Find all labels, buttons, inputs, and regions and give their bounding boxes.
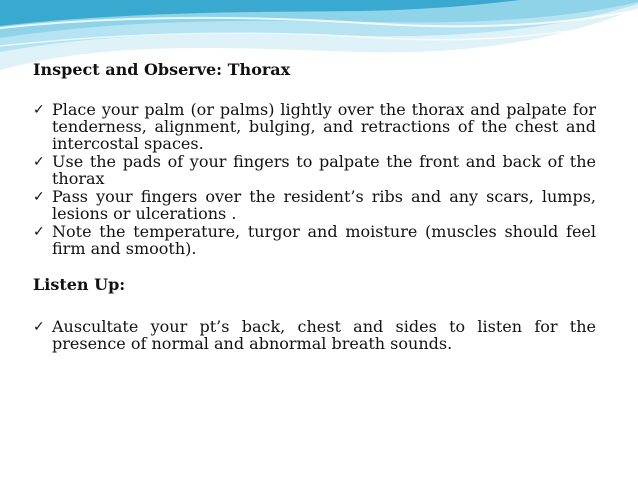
list-item-text: Place your palm (or palms) lightly over the thorax and palpate for tenderness, alignment, bulging, and retractions of the chest and intercostal spaces. — [52, 100, 596, 153]
check-mark-icon: ✓ — [33, 189, 45, 205]
check-mark-icon: ✓ — [33, 319, 45, 335]
check-mark-icon: ✓ — [33, 102, 45, 118]
list-item — [33, 101, 596, 152]
list-item — [33, 188, 596, 222]
list-item — [33, 318, 596, 352]
list-item — [33, 223, 596, 257]
section-heading-thorax: Inspect and Observe: Thorax — [33, 60, 291, 79]
listen-bullet-list — [33, 318, 596, 352]
list-item-text: Use the pads of your fingers to palpate the front and back of the thorax — [52, 152, 596, 188]
check-mark-icon: ✓ — [33, 154, 45, 170]
slide-content — [33, 60, 596, 353]
list-item-text: Auscultate your pt’s back, chest and sides to listen for the presence of normal and abnormal breath sounds. — [52, 317, 596, 353]
check-mark-icon: ✓ — [33, 224, 45, 240]
list-item-text: Note the temperature, turgor and moisture (muscles should feel firm and smooth). — [52, 222, 596, 258]
list-item — [33, 153, 596, 187]
list-item-text: Pass your fingers over the resident’s ribs and any scars, lumps, lesions or ulcerations . — [52, 187, 596, 223]
thorax-bullet-list — [33, 101, 596, 257]
section-heading-listen-up: Listen Up: — [33, 275, 126, 294]
